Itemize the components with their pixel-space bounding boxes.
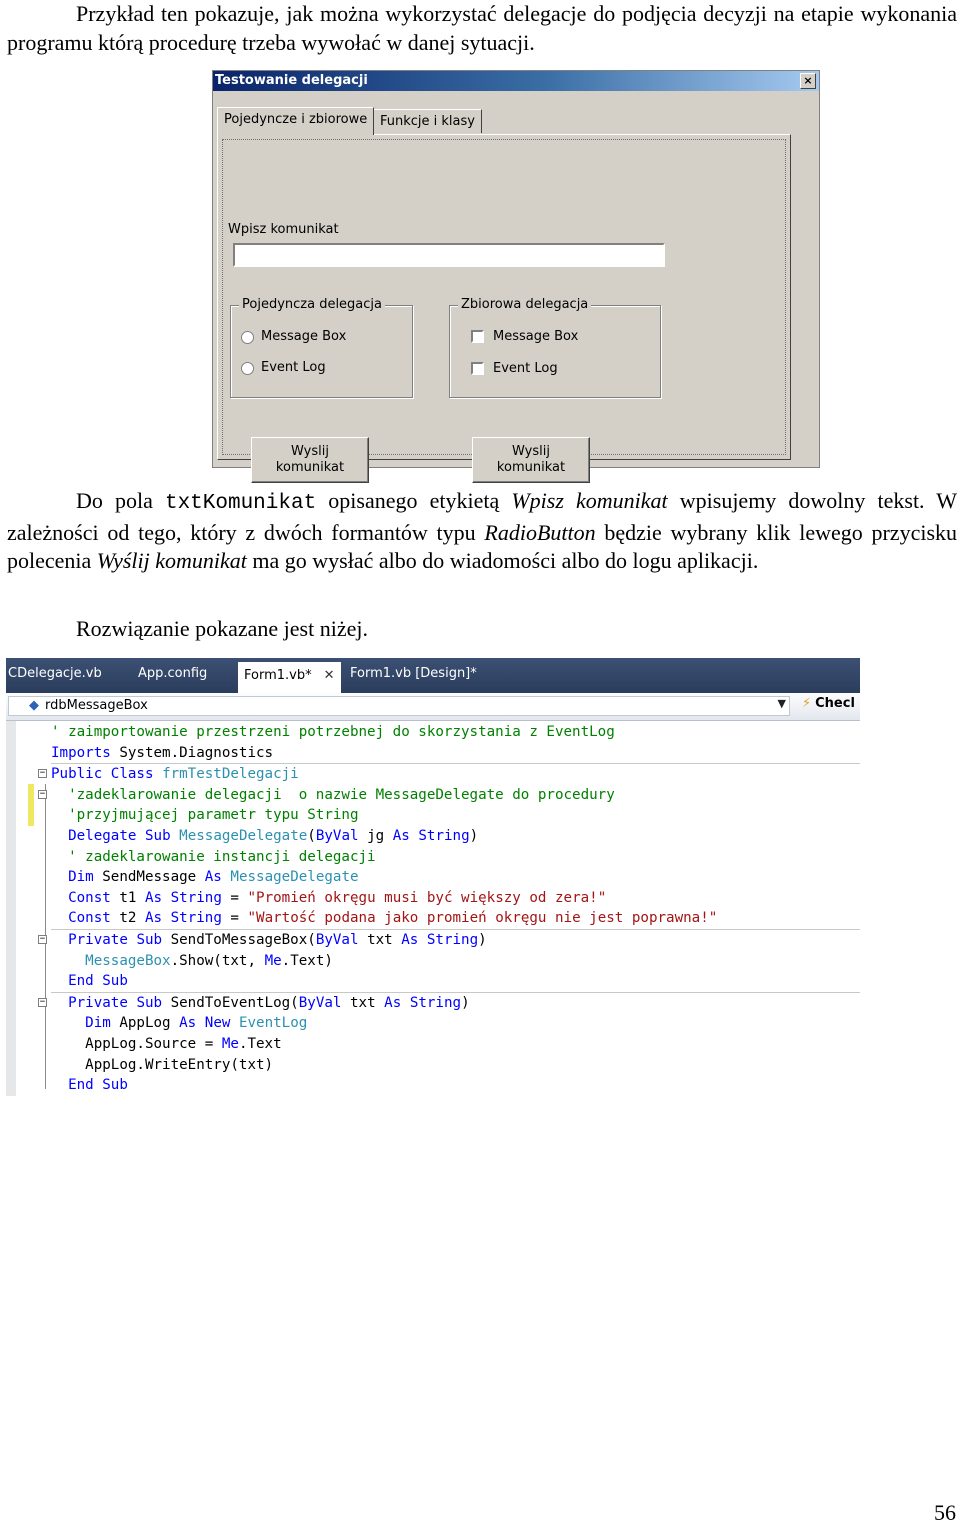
tab-form1-design[interactable]: Form1.vb [Design]* (350, 666, 477, 681)
code-token: As (179, 1015, 197, 1032)
code-token: ' zadeklarowanie instancji delegacji (68, 848, 376, 865)
send-button-multi[interactable] (472, 437, 590, 483)
desc-em-2: RadioButton (484, 519, 596, 545)
dialog-window (212, 70, 820, 475)
send-button-single-line1: Wyslij (291, 444, 329, 459)
code-token (94, 1077, 103, 1093)
intro-text: Przykład ten pokazuje, jak można wykorzystać delegacje do podjęcia decyzji na etapie wykonania programu którą procedurę trzeba wywołać w danej sytuacji. (7, 1, 957, 55)
code-token (196, 1015, 205, 1031)
code-token: ) (469, 827, 479, 844)
code-line[interactable] (39, 785, 860, 806)
code-token: ( (307, 827, 316, 844)
code-token: Sub (136, 931, 163, 948)
code-area[interactable] (39, 722, 860, 1096)
desc-em-1: Wpisz komunikat (511, 488, 668, 513)
code-token (102, 766, 111, 782)
code-token: ByVal (298, 994, 342, 1011)
check-eventlog[interactable] (471, 362, 484, 375)
code-token: SendMessage (93, 869, 205, 886)
single-delegation-group (230, 297, 413, 398)
message-label: Wpisz komunikat (228, 222, 339, 237)
code-token: String (426, 931, 479, 948)
code-line[interactable] (39, 992, 860, 1014)
indent (51, 1077, 68, 1093)
indent (51, 890, 68, 906)
desc-em-3: Wyślij komunikat (96, 548, 247, 573)
code-token: As (144, 889, 163, 906)
radio-eventlog-label[interactable]: Event Log (261, 360, 326, 375)
send-button-single[interactable] (251, 437, 369, 483)
code-token: "Promień okręgu musi być większy od zera!" (247, 889, 607, 906)
code-token (162, 890, 171, 906)
code-token: Sub (144, 827, 171, 844)
code-token: 'przyjmującej parametr typu String (68, 807, 359, 824)
radio-eventlog[interactable] (241, 362, 254, 375)
code-token: txt (358, 931, 402, 948)
code-token (418, 932, 427, 948)
indent (51, 869, 68, 885)
code-line[interactable] (51, 805, 860, 826)
solution-paragraph (7, 615, 957, 644)
code-token: String (170, 910, 222, 927)
code-token: ) (461, 994, 470, 1011)
code-token: String (409, 994, 462, 1011)
page-number: 56 (934, 1500, 956, 1525)
code-token: As (392, 827, 410, 844)
check-messagebox[interactable] (471, 330, 484, 343)
code-token: AppLog.WriteEntry(txt) (85, 1056, 274, 1073)
code-token: Public (51, 766, 103, 783)
check-eventlog-label[interactable]: Event Log (493, 361, 558, 376)
desc-code: txtKomunikat (164, 492, 317, 515)
tab-cdelegacje[interactable]: CDelegacje.vb (8, 666, 102, 681)
single-group-title: Pojedyncza delegacja (239, 297, 385, 312)
member-dropdown-value: rdbMessageBox (45, 698, 148, 713)
tab-form1-vb-label: Form1.vb* (244, 668, 312, 683)
send-button-single-line2: komunikat (275, 460, 345, 475)
code-token: Private (68, 931, 128, 948)
code-token: End (68, 973, 94, 990)
code-token: frmTestDelegacji (162, 766, 299, 783)
code-line[interactable] (51, 847, 860, 868)
code-line[interactable] (51, 971, 860, 992)
member-dropdown[interactable] (8, 696, 790, 716)
code-token: Private (68, 994, 128, 1011)
intro-paragraph (7, 0, 957, 57)
code-token: Const (68, 889, 111, 906)
code-token: ByVal (315, 827, 359, 844)
code-line[interactable] (51, 1013, 860, 1034)
code-token: String (170, 889, 222, 906)
code-line[interactable] (51, 908, 860, 929)
multi-group-title: Zbiorowa delegacja (458, 297, 591, 312)
code-line[interactable] (51, 867, 860, 888)
close-icon[interactable]: ✕ (323, 668, 335, 683)
code-token: = (221, 889, 248, 906)
multi-delegation-group (449, 297, 661, 398)
indent (51, 787, 68, 803)
tab-functions-classes[interactable]: Funkcje i klasy (373, 109, 482, 133)
code-token: ByVal (315, 931, 359, 948)
tab-form1-vb[interactable] (238, 662, 341, 693)
indent (51, 910, 68, 926)
code-token: 'zadeklarowanie delegacji o nazwie MessageDelegate do procedury (68, 786, 615, 803)
code-token: t2 (110, 910, 145, 927)
code-line[interactable] (51, 722, 860, 743)
description-paragraph (7, 487, 957, 576)
code-token: AppLog.Source = (85, 1035, 222, 1052)
code-token: MessageDelegate (179, 827, 308, 844)
code-token: = (221, 910, 248, 927)
code-token: ' zaimportowanie przestrzeni potrzebnej do skorzystania z EventLog (51, 724, 615, 740)
code-token: New (204, 1015, 231, 1032)
code-editor (6, 658, 860, 1096)
code-token: Delegate (68, 827, 137, 844)
code-token (401, 995, 410, 1011)
code-line[interactable] (51, 1075, 860, 1096)
code-token (230, 1015, 239, 1031)
code-token: Sub (102, 1077, 128, 1094)
event-dropdown-value: Checl (815, 696, 855, 711)
code-token: Const (68, 910, 111, 927)
code-token: AppLog (110, 1015, 180, 1032)
indent (51, 828, 68, 844)
collapse-icon[interactable]: − (39, 933, 46, 944)
change-marker (28, 784, 34, 826)
code-token: ) (478, 931, 487, 948)
dialog-titlebar (213, 71, 819, 91)
code-line[interactable] (51, 826, 860, 847)
send-button-multi-line1: Wyslij (512, 444, 550, 459)
send-button-multi-line2: komunikat (496, 460, 566, 475)
code-token: t1 (110, 889, 145, 906)
member-icon: ◆ (29, 698, 39, 713)
code-token: As (401, 931, 419, 948)
indent (51, 953, 85, 969)
event-dropdown[interactable] (802, 696, 855, 711)
code-token (162, 910, 171, 926)
tab-single-multi[interactable]: Pojedyncze i zbiorowe (217, 107, 374, 135)
editor-tab-strip (6, 658, 860, 693)
desc-part-a: Do pola (76, 488, 165, 513)
code-token: txt (341, 994, 385, 1011)
code-token: Me (264, 952, 282, 969)
code-token (94, 973, 103, 989)
tab-app-config[interactable]: App.config (138, 666, 208, 681)
indent (51, 1015, 85, 1031)
code-line[interactable] (51, 1034, 860, 1055)
indent (51, 1036, 85, 1052)
indent (51, 849, 68, 865)
code-token: Dim (85, 1015, 111, 1032)
indent (51, 973, 68, 989)
dialog-title: Testowanie delegacji (215, 73, 368, 88)
code-token: As (204, 869, 222, 886)
code-token: Me (221, 1035, 239, 1052)
code-token: SendToEventLog( (162, 994, 299, 1011)
code-token: MessageBox (85, 952, 171, 969)
radio-messagebox-label[interactable]: Message Box (261, 329, 347, 344)
code-token: EventLog (238, 1015, 308, 1032)
check-messagebox-label[interactable]: Message Box (493, 329, 579, 344)
code-token: .Text) (281, 952, 333, 969)
indent (51, 1057, 85, 1073)
code-line[interactable] (51, 951, 860, 972)
code-line[interactable] (39, 929, 860, 951)
chevron-down-icon[interactable]: ▼ (777, 697, 786, 710)
code-line[interactable] (51, 1055, 860, 1076)
desc-part-b: opisanego etykietą (316, 488, 512, 513)
editor-gutter (6, 721, 16, 1096)
code-token: .Show(txt, (170, 952, 265, 969)
code-token: Dim (68, 869, 94, 886)
collapse-icon[interactable]: − (39, 788, 46, 799)
code-token: As (144, 910, 163, 927)
code-token: End (68, 1077, 94, 1094)
editor-nav-bar (6, 693, 860, 721)
desc-part-e: ma go wysłać albo do wiadomości albo do logu aplikacji. (246, 548, 759, 573)
code-token: As (384, 994, 402, 1011)
code-token: MessageDelegate (230, 869, 359, 886)
indent (51, 807, 68, 823)
lightning-icon: ⚡ (802, 696, 812, 711)
code-token (171, 828, 180, 844)
code-token (136, 828, 145, 844)
collapse-icon[interactable]: − (39, 996, 46, 1007)
code-token: Class (110, 766, 154, 783)
radio-messagebox[interactable] (241, 331, 254, 344)
indent (51, 932, 68, 948)
desc-part-d: będzie wybrany klik lewego przycisku polecenia (7, 519, 958, 573)
collapse-icon[interactable]: − (39, 768, 46, 779)
code-line[interactable] (51, 743, 860, 764)
code-token: String (418, 827, 470, 844)
code-token (154, 766, 163, 782)
message-input[interactable] (233, 243, 665, 267)
code-token: .Text (238, 1035, 282, 1052)
code-token: System.Diagnostics (110, 744, 274, 761)
code-line[interactable] (51, 888, 860, 909)
solution-text: Rozwiązanie pokazane jest niżej. (76, 616, 368, 641)
tab-panel (217, 134, 791, 475)
close-icon[interactable]: × (800, 73, 816, 89)
code-token: "Wartość podana jako promień okręgu nie jest poprawna!" (247, 910, 718, 927)
code-token: Sub (136, 994, 163, 1011)
code-line[interactable] (39, 763, 860, 785)
code-token: SendToMessageBox( (162, 931, 316, 948)
desc-part-c: wpisujemy dowolny tekst. W zależności od tego, który z dwóch formantów typu (7, 488, 958, 545)
code-token: Sub (102, 973, 128, 990)
code-token: Imports (51, 744, 111, 761)
indent (51, 995, 68, 1011)
code-token: jg (358, 827, 393, 844)
